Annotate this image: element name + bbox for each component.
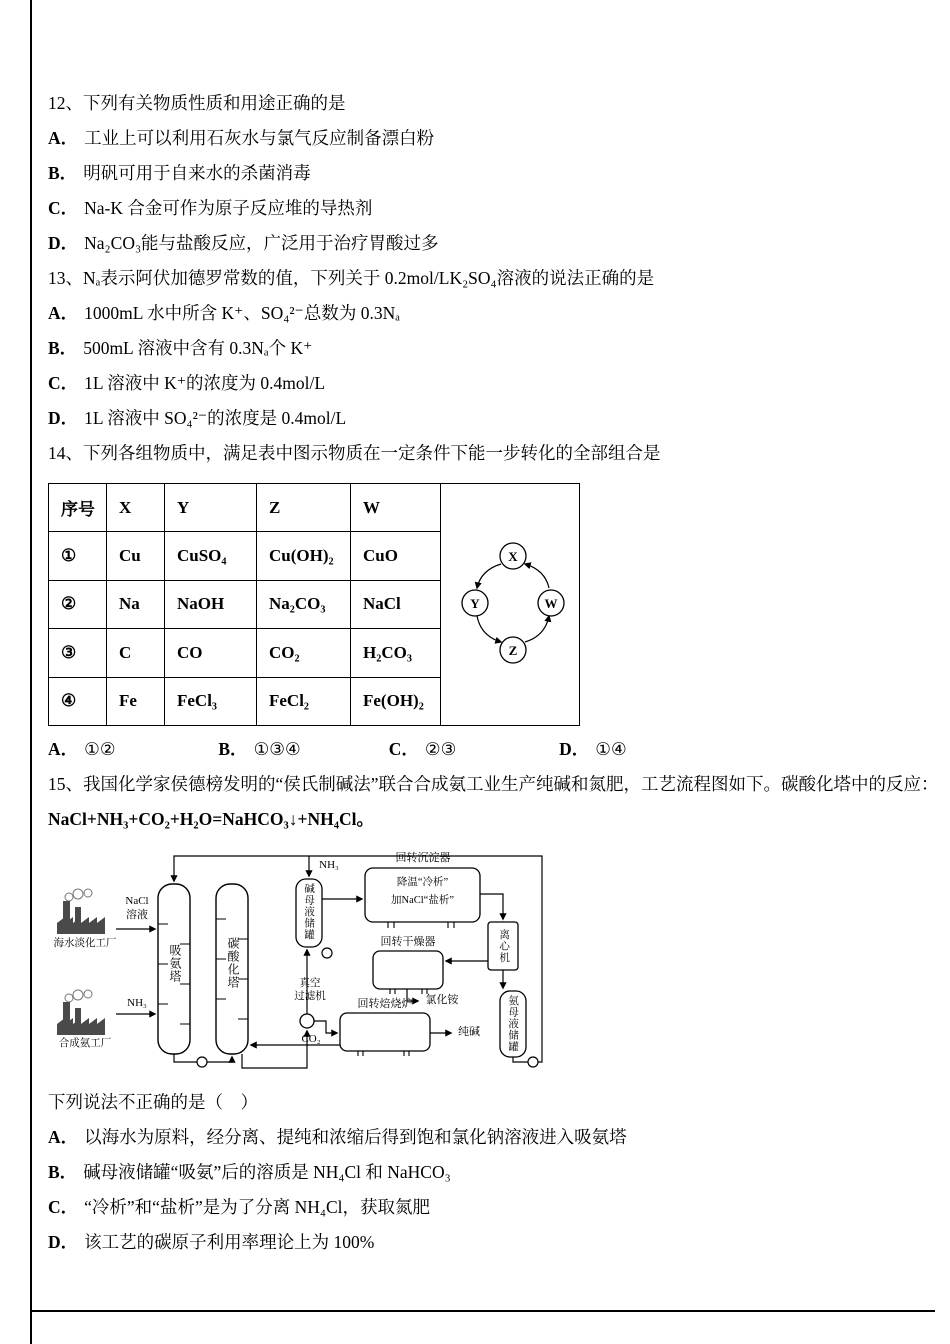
option-text: 1000mL 水中所含 K⁺、SO₄²⁻总数为 0.3Nₐ <box>84 303 401 323</box>
rotary-settler-label: 回转沉淀器 <box>395 852 451 864</box>
nacl-label-line1: NaCl <box>125 895 149 907</box>
cell: CO₂ <box>257 629 351 677</box>
question-13-stem: 13、Nₐ表示阿伏加德罗常数的值，下列关于 0.2mol/LK₂SO₄溶液的说法正确的是 <box>48 268 655 288</box>
question-15-equation: NaCl+NH₃+CO₂+H₂O=NaHCO₃↓+NH₄Cl。 <box>48 809 374 829</box>
cell: FeCl₃ <box>165 677 257 725</box>
settler-note1: 降温“冷析” <box>396 877 449 888</box>
ammonia-mother-tank-label: 氨母液储罐 <box>507 995 519 1053</box>
cell: Fe(OH)₂ <box>351 677 441 725</box>
cell: ① <box>49 532 107 580</box>
question-15-stem: 15、我国化学家侯德榜发明的“侯氏制碱法”联合合成氨工业生产纯碱和氮肥，工艺流程图如下。碳酸化塔中的反应： <box>48 774 939 794</box>
question-15-option-a <box>48 1120 928 1155</box>
option-text: Na₂CO₃能与盐酸反应，广泛用于治疗胃酸过多 <box>84 233 439 253</box>
nacl-label-line2: 溶液 <box>126 909 148 921</box>
cycle-diagram <box>453 484 573 720</box>
cell: Na <box>107 580 165 628</box>
vacuum-filter-shape <box>300 1014 314 1028</box>
page-frame-left <box>30 0 32 1344</box>
seawater-factory-label: 海水淡化工厂 <box>53 938 117 949</box>
question-13-option-d <box>48 401 928 436</box>
question-12-stem: 12、下列有关物质性质和用途正确的是 <box>48 93 346 113</box>
option-label: A． <box>48 303 79 323</box>
option-text: 1L 溶液中 SO₄²⁻的浓度是 0.4mol/L <box>84 408 347 428</box>
nh3-top-label: NH₃ <box>319 859 339 871</box>
option-label: C． <box>48 198 79 218</box>
option-text: “冷析”和“盐析”是为了分离 NH₄Cl，获取氮肥 <box>84 1197 430 1217</box>
question-14-options <box>48 732 928 767</box>
pump-icon <box>197 1057 207 1067</box>
cell: CuO <box>351 532 441 580</box>
rotary-calciner-shape <box>340 1013 430 1056</box>
header-cell: 序号 <box>49 484 107 532</box>
nh3-left-label: NH₃ <box>127 997 147 1009</box>
cell: C <box>107 629 165 677</box>
option-text: 碱母液储罐“吸氨”后的溶质是 NH₄Cl 和 NaHCO₃ <box>83 1162 451 1182</box>
cell: Fe <box>107 677 165 725</box>
page-frame-bottom <box>30 1310 935 1312</box>
centrifuge-label: 离心机 <box>498 929 510 964</box>
ammonia-factory-label: 合成氨工厂 <box>58 1038 112 1049</box>
header-cell: Y <box>165 484 257 532</box>
option-text: 500mL 溶液中含有 0.3Nₐ个 K⁺ <box>83 338 313 358</box>
question-12 <box>48 86 928 261</box>
option-text: 明矾可用于自来水的杀菌消毒 <box>83 163 311 183</box>
co2-label: CO₂ <box>301 1033 321 1045</box>
header-cell: Z <box>257 484 351 532</box>
option-label: B． <box>48 338 78 358</box>
question-15-subquestion: 下列说法不正确的是（ ） <box>48 1092 258 1112</box>
question-13 <box>48 261 928 436</box>
cell: NaCl <box>351 580 441 628</box>
settler-note2: 加NaCl“盐析” <box>391 895 454 906</box>
question-15-option-b <box>48 1155 928 1190</box>
cycle-node-x: X <box>508 549 518 564</box>
vacuum-filter-label-line2: 过滤机 <box>294 991 326 1002</box>
option-text: 工业上可以利用石灰水与氯气反应制备漂白粉 <box>84 128 435 148</box>
cell: ④ <box>49 677 107 725</box>
rotary-calciner-label: 回转焙烧炉 <box>357 998 413 1010</box>
question-12-option-c <box>48 191 928 226</box>
question-14-option-a: A． ①② <box>48 739 116 759</box>
header-cell: W <box>351 484 441 532</box>
option-text: 该工艺的碳原子利用率理论上为 100% <box>84 1232 375 1252</box>
q14-substance-table <box>48 483 580 726</box>
carbonation-tower-label: 碳酸化塔 <box>226 937 240 989</box>
cycle-node-w: W <box>544 596 558 611</box>
option-label: B． <box>48 163 78 183</box>
question-15-option-c <box>48 1190 928 1225</box>
option-label: A． <box>48 128 79 148</box>
cell: CuSO₄ <box>165 532 257 580</box>
question-13-option-c <box>48 366 928 401</box>
pump-icon <box>322 948 332 958</box>
option-label: B． <box>48 1162 78 1182</box>
question-14-option-d: D． ①④ <box>559 739 627 759</box>
question-12-option-a <box>48 121 928 156</box>
option-label: D． <box>48 408 79 428</box>
cycle-node-z: Z <box>508 643 518 658</box>
question-15 <box>48 767 939 1260</box>
question-14-option-b: B． ①③④ <box>218 739 301 759</box>
option-label: C． <box>48 373 79 393</box>
cell: ② <box>49 580 107 628</box>
question-14 <box>48 436 928 767</box>
header-cell: X <box>107 484 165 532</box>
option-text: Na-K 合金可作为原子反应堆的导热剂 <box>84 198 373 218</box>
cycle-node-y: Y <box>470 596 480 611</box>
question-12-option-b <box>48 156 928 191</box>
absorption-tower-label: 吸氨塔 <box>168 944 182 983</box>
alkali-mother-tank-label: 碱母液储罐 <box>303 883 315 941</box>
cell: ③ <box>49 629 107 677</box>
ammonium-chloride-label: 氯化铵 <box>425 994 459 1006</box>
cell: Cu <box>107 532 165 580</box>
exam-content <box>48 86 939 1260</box>
rotary-dryer-shape <box>373 951 443 994</box>
table-header-row <box>49 484 580 532</box>
seawater-factory-icon <box>57 889 105 934</box>
question-13-option-a <box>48 296 928 331</box>
question-14-option-c: C． ②③ <box>388 739 457 759</box>
option-label: D． <box>48 1232 79 1252</box>
process-flow-diagram <box>50 849 558 1077</box>
option-text: 1L 溶液中 K⁺的浓度为 0.4mol/L <box>84 373 326 393</box>
question-14-stem: 14、下列各组物质中，满足表中图示物质在一定条件下能一步转化的全部组合是 <box>48 443 661 463</box>
cell: H₂CO₃ <box>351 629 441 677</box>
cell: CO <box>165 629 257 677</box>
option-label: D． <box>48 233 79 253</box>
rotary-dryer-label: 回转干燥器 <box>380 936 436 948</box>
cell: FeCl₂ <box>257 677 351 725</box>
soda-ash-label: 纯碱 <box>458 1026 480 1038</box>
option-label: C． <box>48 1197 79 1217</box>
pump-icon <box>528 1057 538 1067</box>
question-15-option-d <box>48 1225 928 1260</box>
question-13-option-b <box>48 331 928 366</box>
ammonia-factory-icon <box>57 990 105 1035</box>
option-text: 以海水为原料，经分离、提纯和浓缩后得到饱和氯化钠溶液进入吸氨塔 <box>84 1127 627 1147</box>
option-label: A． <box>48 1127 79 1147</box>
question-12-option-d <box>48 226 928 261</box>
cell: Na₂CO₃ <box>257 580 351 628</box>
cell: Cu(OH)₂ <box>257 532 351 580</box>
cycle-diagram-cell <box>441 484 580 726</box>
vacuum-filter-label-line1: 真空 <box>299 978 321 989</box>
cell: NaOH <box>165 580 257 628</box>
